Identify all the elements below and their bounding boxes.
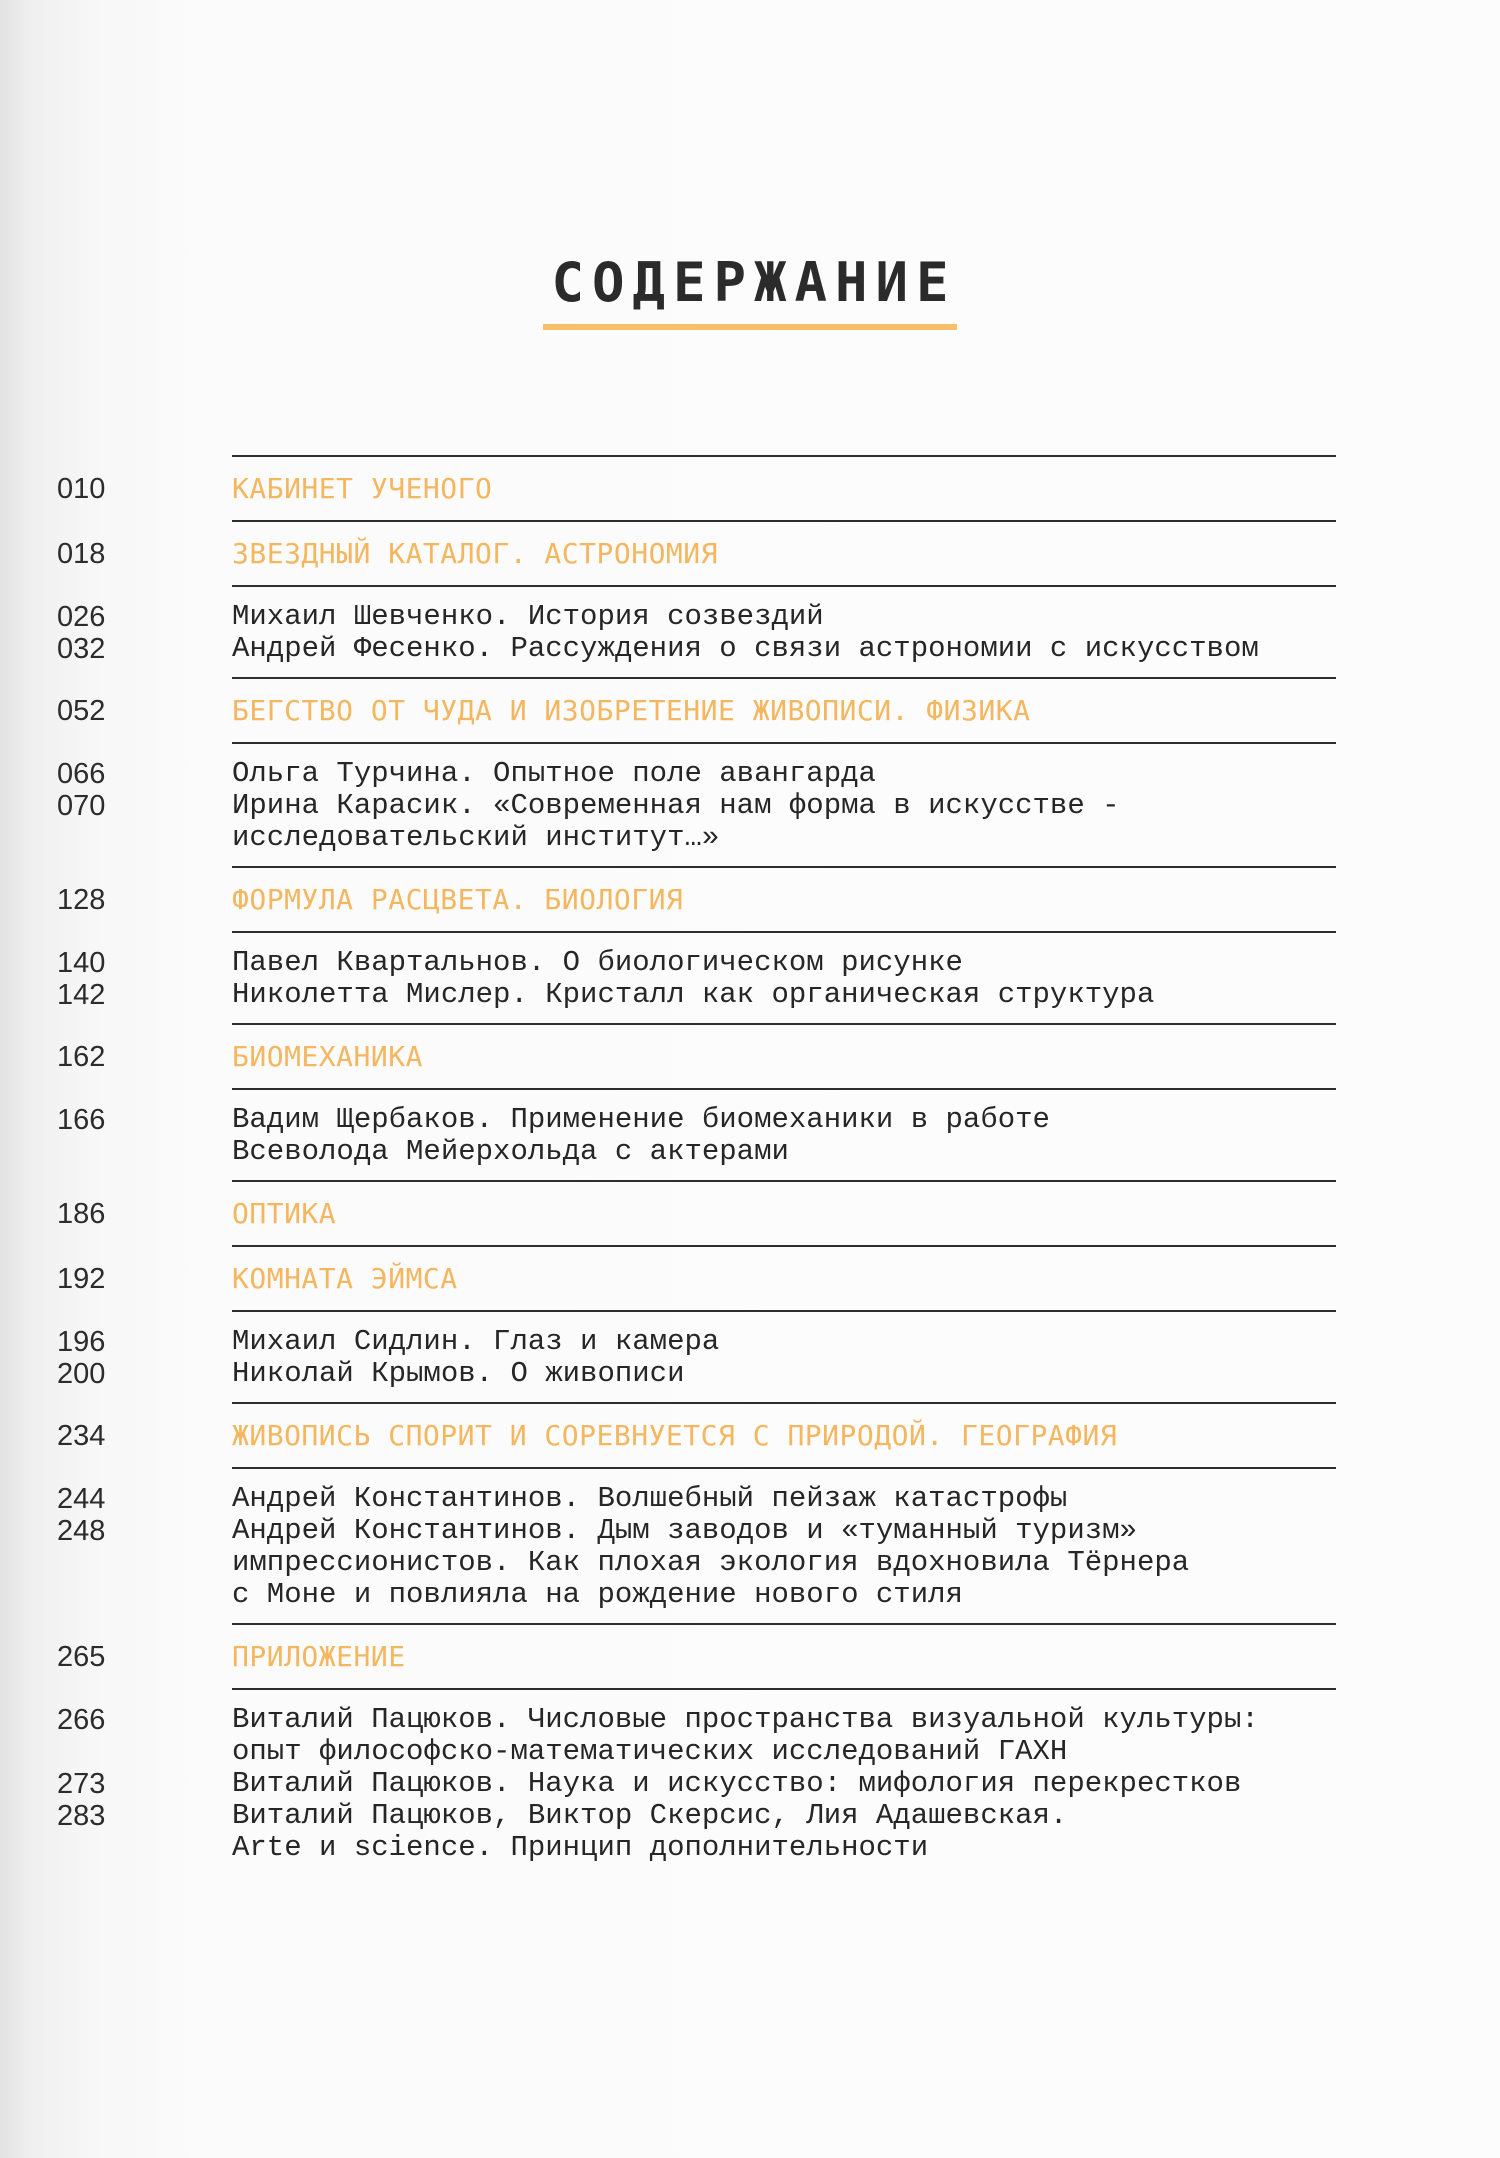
article-title bbox=[232, 979, 1336, 1011]
toc-articles bbox=[57, 585, 1336, 677]
article-page-number: 166 bbox=[57, 1104, 106, 1136]
toc-article bbox=[57, 1703, 1336, 1768]
article-page-number: 140 bbox=[57, 947, 106, 979]
article-title-line: Михаил Сидлин. Глаз и камера bbox=[232, 1325, 720, 1358]
article-title-line: Михаил Шевченко. История созвездий bbox=[232, 600, 824, 633]
article-page-number: 273 bbox=[57, 1768, 106, 1800]
article-page-number: 142 bbox=[57, 979, 106, 1011]
toc-section bbox=[57, 1245, 1336, 1310]
toc-section bbox=[57, 1180, 1336, 1245]
toc-article bbox=[57, 978, 1336, 1011]
article-page-number: 200 bbox=[57, 1358, 106, 1390]
article-page-number: 066 bbox=[57, 758, 106, 790]
article-title-line: опыт философско-математических исследований ГАХН bbox=[232, 1735, 1068, 1768]
section-page-number: 265 bbox=[57, 1641, 106, 1673]
title-wrap bbox=[0, 248, 1500, 330]
toc-section bbox=[57, 1023, 1336, 1088]
toc-article bbox=[57, 632, 1336, 665]
article-title-line: Николай Крымов. О живописи bbox=[232, 1357, 685, 1390]
toc-section bbox=[57, 677, 1336, 742]
article-page-number: 244 bbox=[57, 1483, 106, 1515]
toc-articles bbox=[57, 931, 1336, 1023]
section-page-number: 010 bbox=[57, 473, 106, 505]
article-title-line: Андрей Константинов. Дым заводов и «туманный туризм» bbox=[232, 1514, 1137, 1547]
section-title: КОМНАТА ЭЙМСА bbox=[232, 1262, 458, 1295]
article-title bbox=[232, 790, 1336, 854]
article-title-line: Виталий Пацюков, Виктор Скерсис, Лия Адашевская. bbox=[232, 1799, 1068, 1832]
article-title bbox=[232, 633, 1336, 665]
toc-article bbox=[57, 1103, 1336, 1168]
section-title: ЗВЕЗДНЫЙ КАТАЛОГ. АСТРОНОМИЯ bbox=[232, 537, 719, 570]
article-title bbox=[232, 1704, 1336, 1768]
section-title: ЖИВОПИСЬ СПОРИТ И СОРЕВНУЕТСЯ С ПРИРОДОЙ. ГЕОГРАФИЯ bbox=[232, 1419, 1118, 1452]
section-page-number: 052 bbox=[57, 695, 106, 727]
article-title-line: Виталий Пацюков. Наука и искусство: мифология перекрестков bbox=[232, 1767, 1242, 1800]
section-title: ОПТИКА bbox=[232, 1197, 337, 1230]
section-page-number: 192 bbox=[57, 1263, 106, 1295]
article-title bbox=[232, 758, 1336, 790]
toc-section bbox=[57, 866, 1336, 931]
section-title: БИОМЕХАНИКА bbox=[232, 1040, 423, 1073]
article-title-line: Всеволода Мейерхольда с актерами bbox=[232, 1135, 789, 1168]
section-page-number: 128 bbox=[57, 884, 106, 916]
section-title: БЕГСТВО ОТ ЧУДА И ИЗОБРЕТЕНИЕ ЖИВОПИСИ. ФИЗИКА bbox=[232, 694, 1031, 727]
section-page-number: 234 bbox=[57, 1420, 106, 1452]
toc-articles bbox=[57, 1088, 1336, 1180]
article-title bbox=[232, 601, 1336, 633]
toc-articles bbox=[57, 1467, 1336, 1623]
article-title-line: Вадим Щербаков. Применение биомеханики в работе bbox=[232, 1103, 1050, 1136]
toc-articles bbox=[57, 1310, 1336, 1402]
toc-article bbox=[57, 946, 1336, 979]
article-title bbox=[232, 1515, 1336, 1611]
article-page-number: 026 bbox=[57, 601, 106, 633]
article-title bbox=[232, 1483, 1336, 1515]
toc-articles bbox=[57, 742, 1336, 866]
article-title bbox=[232, 1800, 1336, 1864]
section-title: КАБИНЕТ УЧЕНОГО bbox=[232, 472, 493, 505]
article-page-number: 266 bbox=[57, 1704, 106, 1736]
toc-article bbox=[57, 1514, 1336, 1611]
section-title: ПРИЛОЖЕНИЕ bbox=[232, 1640, 406, 1673]
section-page-number: 186 bbox=[57, 1198, 106, 1230]
article-title-line: Андрей Фесенко. Рассуждения о связи астрономии с искусством bbox=[232, 632, 1259, 665]
toc-article bbox=[57, 1357, 1336, 1390]
toc-article bbox=[57, 1482, 1336, 1515]
article-page-number: 032 bbox=[57, 633, 106, 665]
article-page-number: 248 bbox=[57, 1515, 106, 1547]
article-page-number: 283 bbox=[57, 1800, 106, 1832]
article-title bbox=[232, 1104, 1336, 1168]
article-page-number: 196 bbox=[57, 1326, 106, 1358]
toc-articles bbox=[57, 1688, 1336, 1876]
toc-article bbox=[57, 1799, 1336, 1864]
article-title-line: Виталий Пацюков. Числовые пространства визуальной культуры: bbox=[232, 1703, 1259, 1736]
article-title-line: Павел Квартальнов. О биологическом рисунке bbox=[232, 946, 963, 979]
toc-section bbox=[57, 1623, 1336, 1688]
toc-section bbox=[57, 1402, 1336, 1467]
article-title bbox=[232, 1326, 1336, 1358]
article-page-number: 070 bbox=[57, 790, 106, 822]
section-title: ФОРМУЛА РАСЦВЕТА. БИОЛОГИЯ bbox=[232, 883, 684, 916]
section-page-number: 162 bbox=[57, 1041, 106, 1073]
article-title bbox=[232, 947, 1336, 979]
table-of-contents bbox=[0, 455, 1500, 1876]
section-page-number: 018 bbox=[57, 538, 106, 570]
article-title-line: Ирина Карасик. «Современная нам форма в искусстве - bbox=[232, 789, 1120, 822]
article-title-line: исследовательский институт…» bbox=[232, 821, 720, 854]
toc-article bbox=[57, 789, 1336, 854]
article-title-line: импрессионистов. Как плохая экология вдохновила Тёрнера bbox=[232, 1546, 1190, 1579]
article-title-line: Николетта Мислер. Кристалл как органическая структура bbox=[232, 978, 1155, 1011]
page-title: СОДЕРЖАНИЕ bbox=[543, 248, 956, 330]
toc-article bbox=[57, 1767, 1336, 1800]
toc-section bbox=[57, 520, 1336, 585]
toc-article bbox=[57, 600, 1336, 633]
article-title bbox=[232, 1358, 1336, 1390]
article-title-line: Андрей Константинов. Волшебный пейзаж катастрофы bbox=[232, 1482, 1068, 1515]
article-title-line: Ольга Турчина. Опытное поле авангарда bbox=[232, 757, 876, 790]
article-title-line: Arte и science. Принцип дополнительности bbox=[232, 1831, 929, 1864]
toc-article bbox=[57, 757, 1336, 790]
article-title bbox=[232, 1768, 1336, 1800]
article-title-line: с Моне и повлияла на рождение нового стиля bbox=[232, 1578, 963, 1611]
toc-article bbox=[57, 1325, 1336, 1358]
toc-section bbox=[57, 455, 1336, 520]
